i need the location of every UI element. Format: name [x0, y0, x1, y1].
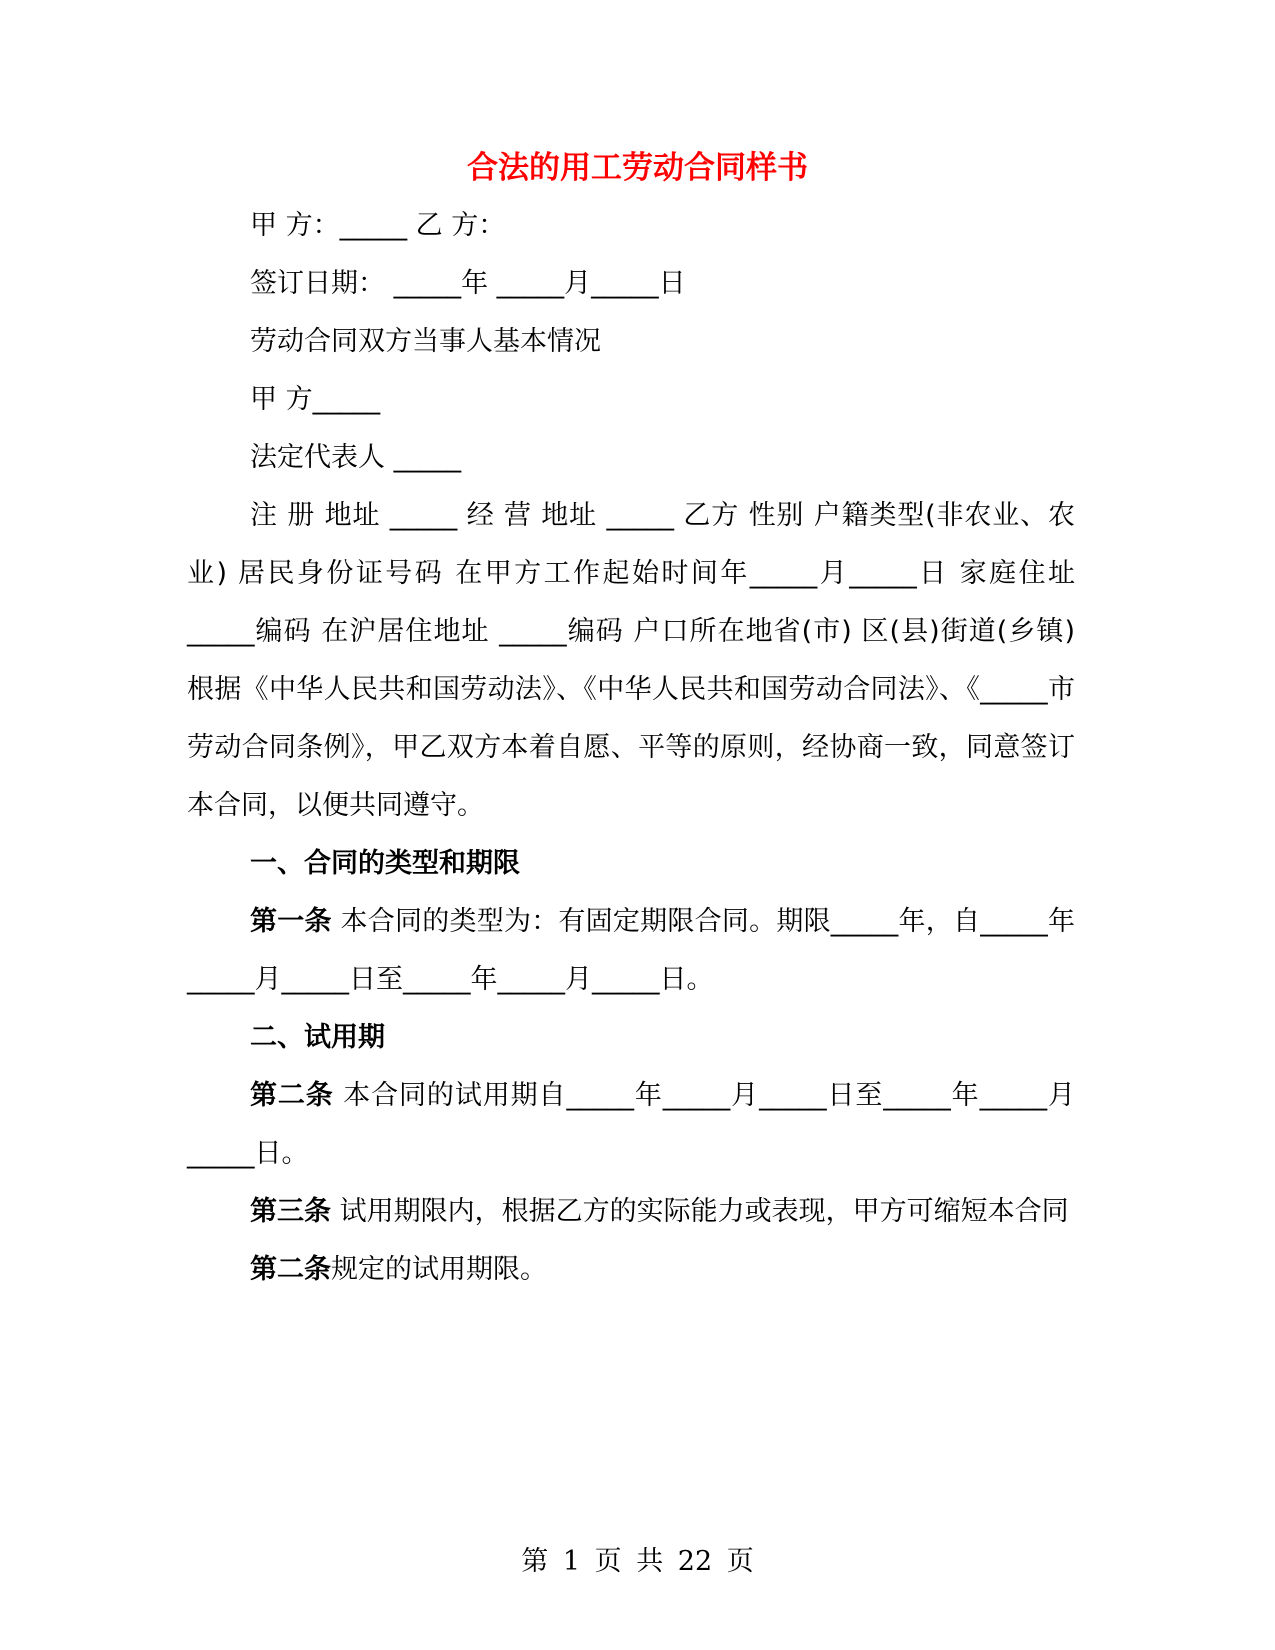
article-3-paragraph [187, 1183, 1075, 1241]
basic-info-heading: 劳动合同双方当事人基本情况 [250, 326, 601, 357]
section-1-heading: 一、合同的类型和期限 [250, 848, 520, 879]
page-number-footer: 第 1 页 共 22 页 [521, 1546, 754, 1577]
article-1-paragraph [187, 893, 1075, 1009]
document-title [0, 148, 1275, 188]
document-title-text: 合法的用工劳动合同样书 [467, 150, 808, 186]
article-2-reference-label: 第二条 [250, 1254, 331, 1285]
article-2-reference-text: 规定的试用期限。 [331, 1254, 547, 1285]
party-line: 甲 方：_____ 乙 方： [250, 210, 506, 241]
article-3-label: 第三条 [250, 1196, 331, 1227]
legal-representative-line: 法定代表人 _____ [250, 442, 462, 473]
article-2-text: 本合同的试用期自_____年_____月_____日至_____年_____月_____日。 [187, 1080, 1075, 1169]
section-2-heading: 二、试用期 [250, 1022, 385, 1053]
article-2-label: 第二条 [250, 1080, 334, 1111]
article-2-paragraph [187, 1067, 1075, 1183]
registration-paragraph: 注 册 地址 _____ 经 营 地址 _____ 乙方 性别 户籍类型(非农业、农业) 居民身份证号码 在甲方工作起始时间年_____月_____日 家庭住址 _____编码 在沪居住地址 _____编码 户口所在地省(市) 区(县)街道(乡镇) 根据《中华人民共和国劳动法》、《中华人民共和国劳动合同法》、《_____市劳动合同条例》，甲乙双方本着自愿、平等的原则，经协商一致，同意签订本合同，以便共同遵守。 [187, 500, 1075, 821]
document-body [187, 197, 1075, 1299]
party-a-line: 甲 方_____ [250, 384, 381, 415]
article-3-text: 试用期限内，根据乙方的实际能力或表现，甲方可缩短本合同 [331, 1196, 1069, 1227]
sign-date-line: 签订日期： _____年 _____月_____日 [250, 268, 686, 299]
article-1-text: 本合同的类型为：有固定期限合同。期限_____年，自_____年_____月_____日至_____年_____月_____日。 [187, 906, 1075, 995]
article-1-label: 第一条 [250, 906, 332, 937]
article-2-reference-paragraph [187, 1241, 1075, 1299]
